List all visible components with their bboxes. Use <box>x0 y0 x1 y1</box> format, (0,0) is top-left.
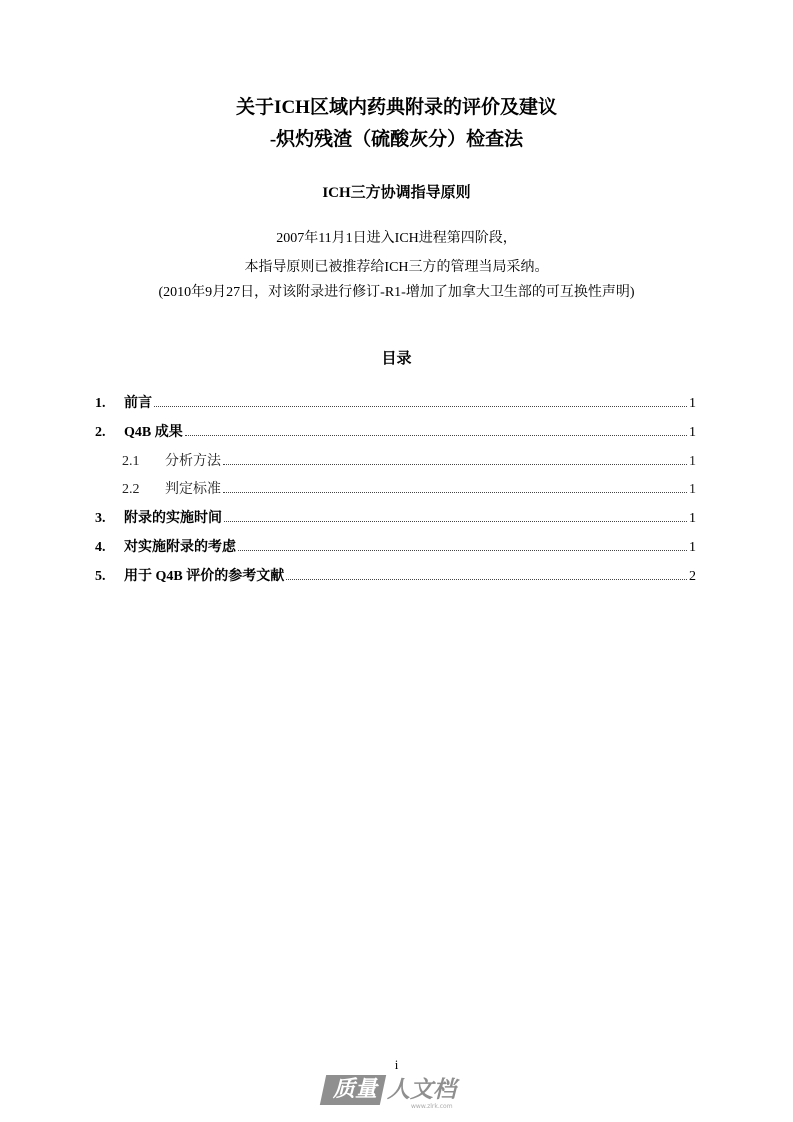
toc-dot-leader <box>286 578 687 580</box>
toc-entry-references[interactable] <box>95 567 696 587</box>
toc-entry-label: 对实施附录的考虑 <box>124 539 236 555</box>
toc-entry-label: 前言 <box>124 396 152 411</box>
toc-entry-number: 2.2 <box>122 482 140 498</box>
toc-dot-leader <box>154 405 687 407</box>
toc-entry-acceptance-criteria[interactable] <box>95 480 696 500</box>
toc-entry-page: 2 <box>689 568 696 584</box>
toc-heading: 目录 <box>381 351 412 367</box>
toc-entry-preface[interactable] <box>95 394 696 414</box>
toc-entry-label: 分析方法 <box>165 453 221 469</box>
toc-entry-page: 1 <box>689 453 696 469</box>
toc-entry-implementation-considerations[interactable] <box>95 538 696 558</box>
toc-entry-number: 2.1 <box>122 453 140 469</box>
toc-entry-page: 1 <box>689 424 696 440</box>
toc-entry-number: 5. <box>95 568 106 584</box>
toc-entry-label: 附录的实施时间 <box>124 511 222 527</box>
toc-entry-number: 1. <box>95 396 106 411</box>
toc-dot-leader <box>238 549 687 551</box>
status-note-line1: 2007年11月1日进入ICH进程第四阶段， <box>276 231 517 246</box>
toc-entry-q4b-outcome[interactable] <box>95 423 696 443</box>
toc-entry-label: 用于 Q4B 评价的参考文献 <box>124 568 285 584</box>
toc-entry-page: 1 <box>689 539 696 555</box>
toc-entry-analytical-method[interactable] <box>95 452 696 472</box>
toc-entry-number: 4. <box>95 539 106 555</box>
toc-entry-page: 1 <box>689 396 696 411</box>
toc-dot-leader <box>223 491 687 493</box>
revision-note: (2010年9月27日，对该附录进行修订-R1-增加了加拿大卫生部的可互换性声明) <box>158 285 635 300</box>
watermark-logo <box>323 1073 473 1111</box>
watermark-url: www.zlrk.com <box>411 1103 453 1110</box>
document-subtitle: ICH三方协调指导原则 <box>322 185 471 201</box>
toc-entry-label: Q4B 成果 <box>124 424 183 440</box>
toc-entry-number: 2. <box>95 424 106 440</box>
toc-dot-leader <box>185 434 687 436</box>
toc-dot-leader <box>224 520 687 522</box>
toc-entry-implementation-timing[interactable] <box>95 509 696 529</box>
toc-dot-leader <box>223 463 687 465</box>
document-title-line2: -炽灼残渣（硫酸灰分）检查法 <box>269 129 524 150</box>
document-title-line1: 关于ICH区域内药典附录的评价及建议 <box>236 97 557 118</box>
toc-entry-number: 3. <box>95 511 106 527</box>
toc-entry-page: 1 <box>689 482 696 498</box>
toc-entry-label: 判定标准 <box>165 482 221 498</box>
toc-entry-page: 1 <box>689 511 696 527</box>
page-number: i <box>394 1057 399 1072</box>
watermark-logo-text-part1: 质量 <box>332 1077 377 1102</box>
status-note-line2: 本指导原则已被推荐给ICH三方的管理当局采纳。 <box>244 260 549 275</box>
watermark-logo-text-part2: 人文档 <box>387 1077 456 1103</box>
table-of-contents <box>95 394 696 596</box>
